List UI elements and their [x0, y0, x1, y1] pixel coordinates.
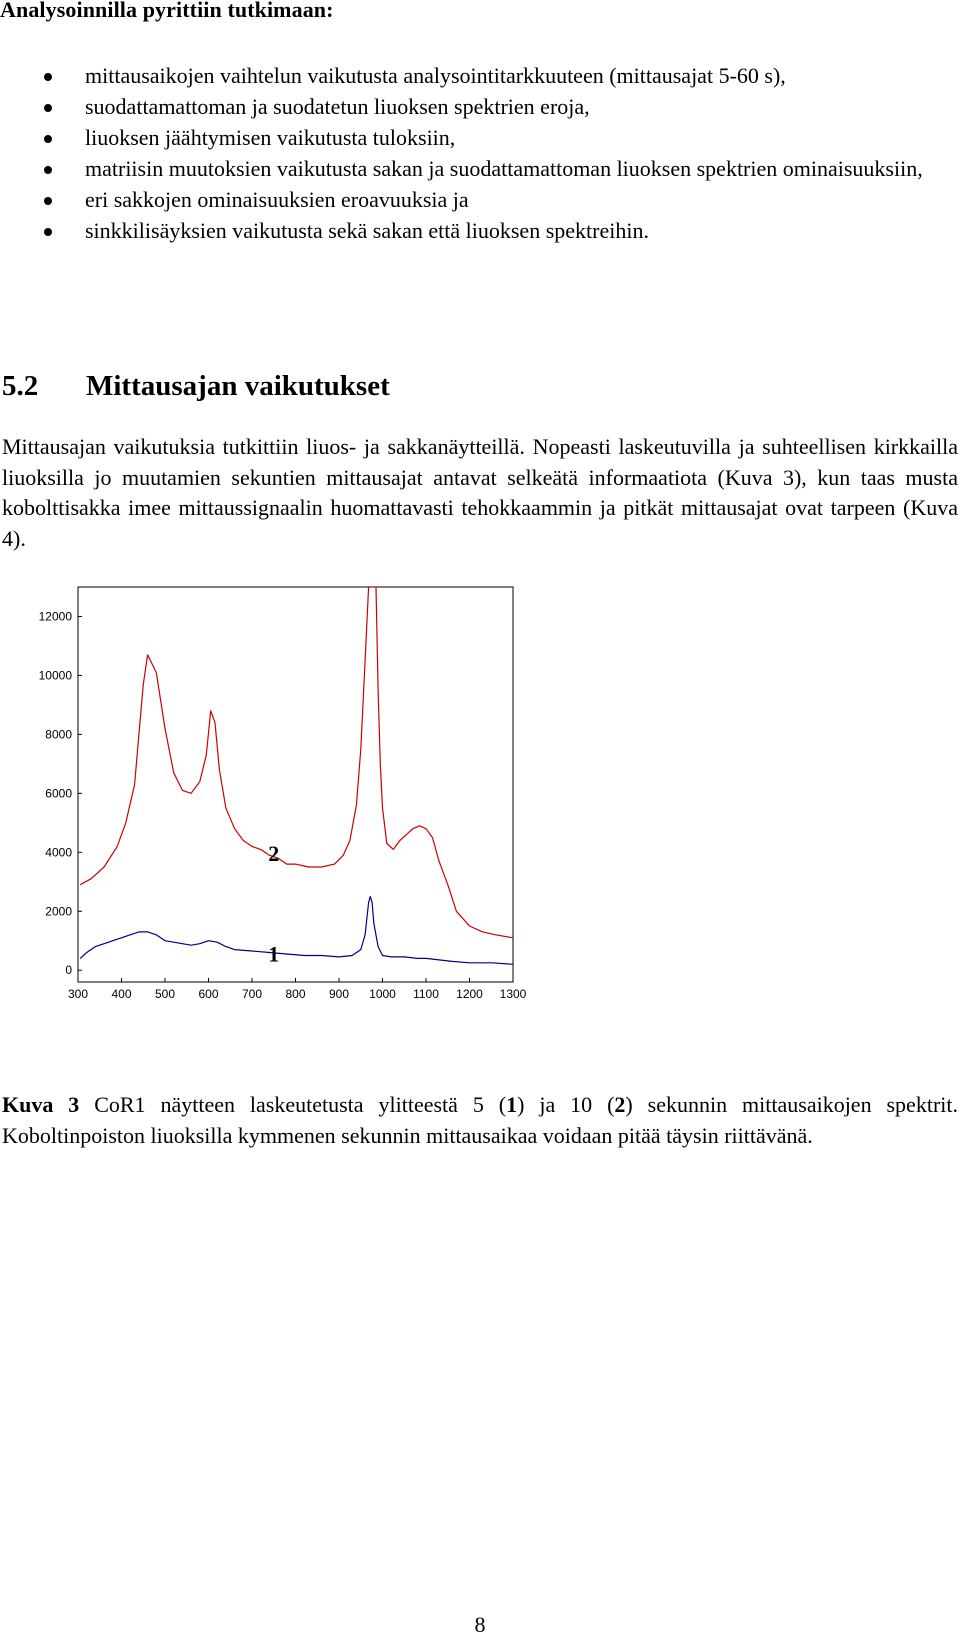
caption-series-1: 1: [506, 1092, 518, 1117]
bullet-icon: [44, 228, 52, 236]
y-tick-label: 12000: [38, 609, 72, 624]
y-tick-label: 0: [65, 963, 72, 978]
x-tick-label: 600: [198, 987, 219, 1001]
plot-area: [80, 587, 513, 967]
x-tick-label: 400: [111, 987, 132, 1001]
list-item-text: mittausaikojen vaihtelun vaikutusta analysointitarkkuuteen (mittausajat 5-60 s),: [85, 63, 786, 88]
list-item: [0, 184, 960, 215]
series-label-1: 1: [268, 941, 280, 967]
caption-text: ) ja 10 (: [517, 1092, 615, 1117]
caption-text: CoR1 näytteen laskeutetusta ylitteestä 5 (: [79, 1092, 507, 1117]
series-line-2: [80, 587, 513, 938]
section-title-text: Mittausajan vaikutukset: [86, 370, 390, 402]
x-tick-label: 800: [285, 987, 306, 1001]
bullet-icon: [44, 197, 52, 205]
page-number: 8: [474, 1612, 486, 1637]
list-item: [0, 91, 960, 122]
list-item-text: suodattamattoman ja suodatetun liuoksen spektrien eroja,: [85, 94, 590, 119]
x-tick-label: 900: [328, 987, 350, 1001]
list-item-text: eri sakkojen ominaisuuksien eroavuuksia ja: [85, 187, 469, 212]
list-item-text: matriisin muutoksien vaikutusta sakan ja suodattamattoman liuoksen spektrien ominaisuuksiin,: [85, 156, 923, 181]
y-tick-label: 6000: [45, 786, 72, 801]
section-title: [2, 370, 390, 403]
analysis-goals-list: [0, 60, 960, 246]
caption-text: ) sekunnin mittausaikojen spektrit. Koboltinpoiston liuoksilla kymmenen sekunnin mittausaikaa voidaan pitää täysin riittävänä.: [2, 1092, 958, 1148]
caption-label: Kuva 3: [2, 1092, 80, 1117]
bullet-icon: [44, 135, 52, 143]
y-tick-label: 8000: [45, 727, 72, 742]
x-tick-label: 700: [241, 987, 263, 1001]
list-item: [0, 153, 960, 184]
list-item: [0, 122, 960, 153]
y-tick-label: 2000: [45, 904, 72, 919]
list-item: [0, 215, 960, 246]
list-item-text: liuoksen jäähtymisen vaikutusta tuloksiin,: [85, 125, 456, 150]
bullet-icon: [44, 73, 52, 81]
caption-series-2: 2: [614, 1092, 626, 1117]
x-tick-labels: [68, 978, 527, 1001]
x-tick-label: 500: [154, 987, 176, 1001]
spectrum-chart: [20, 585, 560, 1030]
list-heading: Analysoinnilla pyrittiin tutkimaan:: [0, 0, 334, 22]
list-item: [0, 60, 960, 91]
section-number: 5.2: [2, 370, 39, 402]
list-item-text: sinkkilisäyksien vaikutusta sekä sakan että liuoksen spektreihin.: [85, 218, 649, 243]
y-tick-label: 10000: [38, 668, 72, 683]
x-tick-label: 1200: [456, 987, 483, 1001]
x-tick-label: 1000: [369, 987, 396, 1001]
x-tick-label: 1100: [413, 987, 439, 1001]
bullet-icon: [44, 104, 52, 112]
series-line-1: [80, 897, 513, 965]
x-tick-label: 300: [67, 987, 89, 1001]
body-paragraph: Mittausajan vaikutuksia tutkittiin liuos- ja sakkanäytteillä. Nopeasti laskeutuvilla ja suhteellisen kirkkailla liuoksilla jo muutamien sekuntien mittausajat antavat selkeätä informaatiota (Kuva 3), kun taas musta kobolttisakka imee mittaussignaalin huomattavasti tehokkaammin ja pitkät mittausajat ovat tarpeen (Kuva 4).: [2, 434, 958, 551]
y-tick-label: 4000: [45, 845, 72, 860]
plot-frame: [78, 587, 513, 982]
series-label-2: 2: [268, 841, 280, 867]
figure-caption: [2, 1090, 958, 1151]
x-tick-label: 1300: [499, 987, 527, 1001]
bullet-icon: [44, 166, 52, 174]
y-tick-labels: [39, 609, 82, 977]
